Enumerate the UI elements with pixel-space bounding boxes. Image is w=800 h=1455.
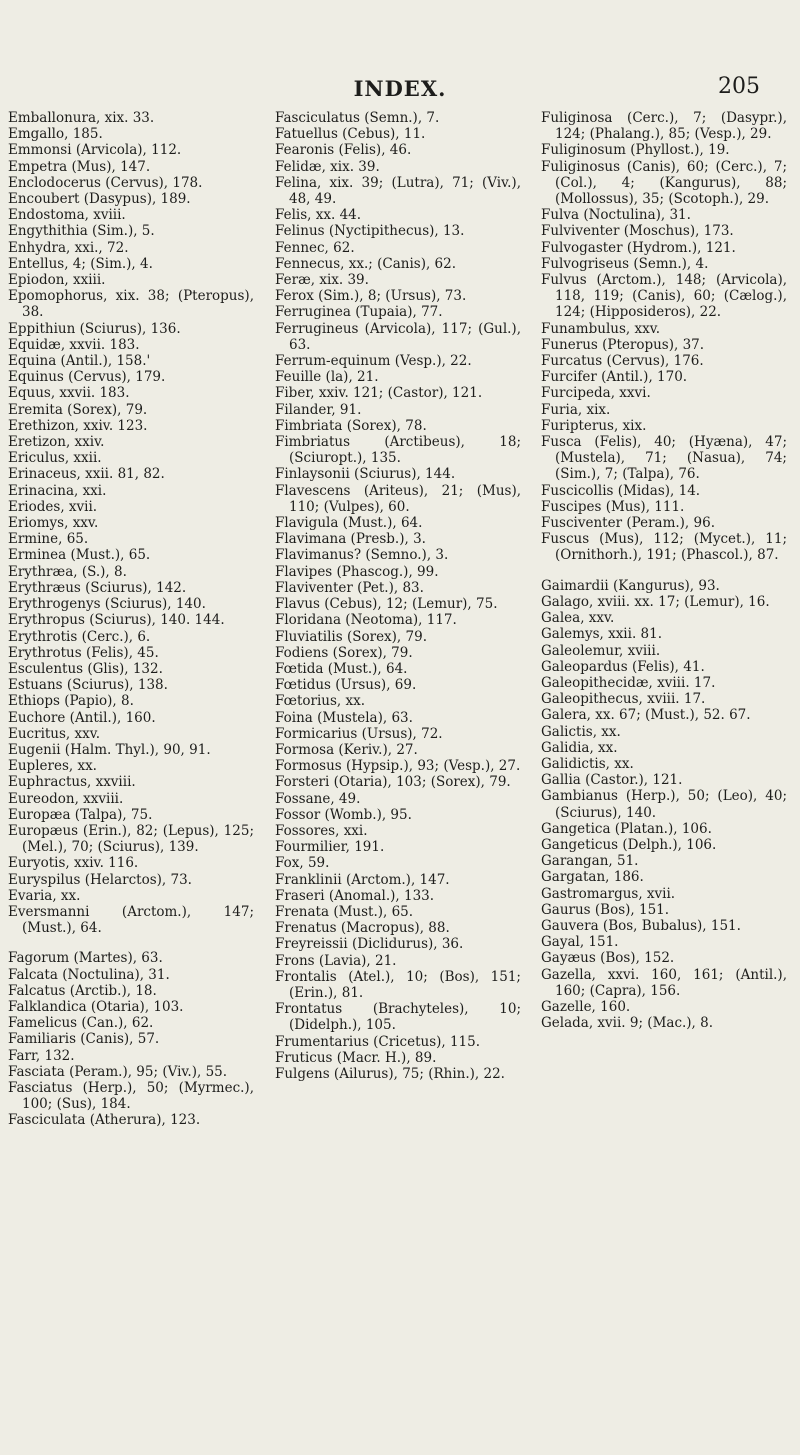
index-entry: Falcata (Noctulina), 31. bbox=[8, 966, 170, 983]
index-entry: Eremita (Sorex), 79. bbox=[8, 401, 148, 418]
index-entry: Feuille (la), 21. bbox=[275, 369, 379, 386]
index-entry: Finlaysonii (Sciurus), 144. bbox=[275, 466, 456, 483]
index-entry: Fulvogriseus (Semn.), 4. bbox=[541, 255, 709, 272]
index-entry: Erminea (Must.), 65. bbox=[8, 547, 151, 564]
index-entry: Fœtida (Must.), 64. bbox=[275, 660, 408, 677]
index-entry: Gaimardii (Kangurus), 93. bbox=[541, 577, 720, 594]
index-entry: Eugenii (Halm. Thyl.), 90, 91. bbox=[8, 741, 211, 758]
index-entry: Fasciculatus (Semn.), 7. bbox=[275, 110, 440, 126]
index-entry: Emgallo, 185. bbox=[8, 126, 103, 143]
index-entry: Erethizon, xxiv. 123. bbox=[8, 417, 148, 434]
index-entry: Fossores, xxi. bbox=[275, 822, 368, 839]
index-entry: Erinacina, xxi. bbox=[8, 482, 107, 499]
index-entry: Equinus (Cervus), 179. bbox=[8, 369, 166, 386]
index-entry: Fimbriatus (Arctibeus), 18; (Sciuropt.), 135. bbox=[275, 434, 521, 467]
index-entry: Fimbriata (Sorex), 78. bbox=[275, 417, 427, 434]
index-entry: Equus, xxvii. 183. bbox=[8, 385, 130, 402]
index-entry: Equina (Antil.), 158.' bbox=[8, 353, 151, 370]
index-entry: Eversmanni (Arctom.), 147; (Must.), 64. bbox=[8, 903, 254, 937]
index-entry: Gangeticus (Delph.), 106. bbox=[541, 836, 717, 853]
index-entry: Fox, 59. bbox=[275, 855, 330, 872]
index-entry: Felis, xx. 44. bbox=[275, 207, 362, 224]
index-entry: Fasciatus (Herp.), 50; (Myrmec.), 100; (Sus), 184. bbox=[8, 1079, 254, 1113]
index-entry: Fulgens (Ailurus), 75; (Rhin.), 22. bbox=[275, 1065, 505, 1082]
index-entry: Falcatus (Arctib.), 18. bbox=[8, 982, 157, 999]
index-entry: Famelicus (Can.), 62. bbox=[8, 1015, 154, 1032]
index-entry: Gauvera (Bos, Bubalus), 151. bbox=[541, 917, 741, 934]
index-entry: Furipterus, xix. bbox=[541, 417, 647, 434]
page-number: 205 bbox=[718, 74, 760, 99]
index-entry: Emmonsi (Arvicola), 112. bbox=[8, 142, 182, 159]
index-entry: Fusciventer (Peram.), 96. bbox=[541, 515, 715, 532]
index-entry: Erythræa, (S.), 8. bbox=[8, 563, 127, 580]
index-entry: Feræ, xix. 39. bbox=[275, 272, 369, 289]
index-entry: Galera, xx. 67; (Must.), 52. 67. bbox=[541, 707, 751, 724]
index-entry: Euphractus, xxviii. bbox=[8, 774, 136, 791]
index-entry: Erythropus (Sciurus), 140. 144. bbox=[8, 612, 225, 629]
index-entry: Gambianus (Herp.), 50; (Leo), 40; (Sciurus), 140. bbox=[541, 788, 787, 821]
index-entry: Galeopithecus, xviii. 17. bbox=[541, 691, 706, 708]
index-entry: Flavescens (Ariteus), 21; (Mus), 110; (Vulpes), 60. bbox=[275, 482, 521, 515]
index-entry: Epomophorus, xix. 38; (Pteropus), 38. bbox=[8, 288, 254, 321]
index-entry: Europæus (Erin.), 82; (Lepus), 125; (Mel.), 70; (Sciurus), 139. bbox=[8, 822, 254, 856]
index-entry: Flavimana (Presb.), 3. bbox=[275, 531, 426, 548]
index-entry: Freyreissii (Diclidurus), 36. bbox=[275, 936, 464, 953]
index-entry: Erythræus (Sciurus), 142. bbox=[8, 579, 187, 596]
index-entry: Engythithia (Sim.), 5. bbox=[8, 223, 155, 240]
index-entry: Fluviatilis (Sorex), 79. bbox=[275, 628, 427, 645]
index-entry: Gastromargus, xvii. bbox=[541, 885, 676, 902]
index-entry: Flaviventer (Pet.), 83. bbox=[275, 579, 424, 596]
index-entry: Endostoma, xviii. bbox=[8, 207, 126, 224]
index-entry: Galemys, xxii. 81. bbox=[541, 626, 662, 643]
index-entry: Ferrum-equinum (Vesp.), 22. bbox=[275, 353, 472, 370]
index-entry: Erythrotus (Felis), 45. bbox=[8, 644, 159, 661]
index-entry: Flavus (Cebus), 12; (Lemur), 75. bbox=[275, 596, 498, 613]
index-entry: Eriodes, xvii. bbox=[8, 498, 98, 515]
index-entry: Entellus, 4; (Sim.), 4. bbox=[8, 255, 153, 272]
index-entry: Enclodocerus (Cervus), 178. bbox=[8, 174, 203, 191]
index-entry: Eucritus, xxv. bbox=[8, 725, 101, 742]
index-entry: Gaurus (Bos), 151. bbox=[541, 901, 670, 918]
index-entry: Ericulus, xxii. bbox=[8, 450, 102, 467]
index-entry: Erythrogenys (Sciurus), 140. bbox=[8, 596, 206, 613]
index-entry: Fulva (Noctulina), 31. bbox=[541, 207, 691, 224]
index-entry: Frenata (Must.), 65. bbox=[275, 903, 414, 920]
index-entry: Encoubert (Dasypus), 189. bbox=[8, 191, 191, 208]
index-entry: Euryspilus (Helarctos), 73. bbox=[8, 871, 192, 888]
index-entry: Fiber, xxiv. 121; (Castor), 121. bbox=[275, 385, 483, 402]
index-entry: Euchore (Antil.), 160. bbox=[8, 709, 156, 726]
index-entry: Fasciata (Peram.), 95; (Viv.), 55. bbox=[8, 1063, 228, 1080]
index-entry: Furcifer (Antil.), 170. bbox=[541, 369, 688, 386]
index-column-1 bbox=[8, 110, 254, 1129]
index-entry: Fagorum (Martes), 63. bbox=[8, 950, 163, 967]
index-entry: Fatuellus (Cebus), 11. bbox=[275, 126, 426, 143]
index-entry: Galeolemur, xviii. bbox=[541, 642, 661, 659]
index-entry: Frenatus (Macropus), 88. bbox=[275, 920, 450, 937]
index-entry: Gangetica (Platan.), 106. bbox=[541, 820, 712, 837]
index-entry: Ferox (Sim.), 8; (Ursus), 73. bbox=[275, 288, 467, 305]
index-entry: Formicarius (Ursus), 72. bbox=[275, 725, 443, 742]
index-entry: Fœtorius, xx. bbox=[275, 693, 366, 710]
running-title: INDEX. bbox=[353, 76, 447, 101]
index-entry: Flavigula (Must.), 64. bbox=[275, 515, 423, 532]
index-entry: Foina (Mustela), 63. bbox=[275, 709, 413, 726]
index-entry: Flavipes (Phascog.), 99. bbox=[275, 563, 439, 580]
section-gap bbox=[541, 564, 787, 578]
page-header bbox=[0, 0, 800, 110]
index-entry: Galeopardus (Felis), 41. bbox=[541, 658, 705, 675]
index-entry: Ferruginea (Tupaia), 77. bbox=[275, 304, 443, 321]
index-entry: Fennec, 62. bbox=[275, 239, 355, 256]
index-entry: Galidia, xx. bbox=[541, 739, 618, 756]
index-entry: Floridana (Neotoma), 117. bbox=[275, 612, 457, 629]
index-entry: Frumentarius (Cricetus), 115. bbox=[275, 1033, 481, 1050]
index-entry: Formosus (Hypsip.), 93; (Vesp.), 27. bbox=[275, 758, 521, 775]
index-entry: Epiodon, xxiii. bbox=[8, 272, 106, 289]
index-entry: Galidictis, xx. bbox=[541, 755, 634, 772]
index-entry: Fuliginosus (Canis), 60; (Cerc.), 7; (Col.), 4; (Kangurus), 88; (Mollossus), 35; (Scotoph.), 29. bbox=[541, 158, 787, 208]
index-entry: Funerus (Pteropus), 37. bbox=[541, 336, 705, 353]
index-entry: Enhydra, xxi., 72. bbox=[8, 239, 129, 256]
index-entry: Flavimanus? (Semno.), 3. bbox=[275, 547, 449, 564]
index-entry: Felinus (Nyctipithecus), 13. bbox=[275, 223, 465, 240]
index-entry: Erinaceus, xxii. 81, 82. bbox=[8, 466, 165, 483]
index-entry: Funambulus, xxv. bbox=[541, 320, 661, 337]
index-entry: Farr, 132. bbox=[8, 1047, 75, 1064]
index-entry: Fulvogaster (Hydrom.), 121. bbox=[541, 239, 736, 256]
index-entry: Eriomys, xxv. bbox=[8, 515, 99, 532]
index-entry: Familiaris (Canis), 57. bbox=[8, 1031, 160, 1048]
index-entry: Fearonis (Felis), 46. bbox=[275, 142, 412, 159]
index-entry: Furcipeda, xxvi. bbox=[541, 385, 651, 402]
index-entry: Eppithiun (Sciurus), 136. bbox=[8, 320, 181, 337]
index-entry: Fossane, 49. bbox=[275, 790, 361, 807]
index-entry: Eupleres, xx. bbox=[8, 758, 97, 775]
index-entry: Fraseri (Anomal.), 133. bbox=[275, 887, 435, 904]
index-columns bbox=[0, 110, 800, 1430]
section-gap bbox=[8, 936, 254, 950]
index-entry: Eureodon, xxviii. bbox=[8, 790, 124, 807]
index-column-3 bbox=[541, 110, 787, 1031]
index-entry: Galea, xxv. bbox=[541, 610, 615, 627]
index-entry: Fulviventer (Moschus), 173. bbox=[541, 223, 734, 240]
index-entry: Filander, 91. bbox=[275, 401, 362, 418]
index-entry: Erythrotis (Cerc.), 6. bbox=[8, 628, 151, 645]
index-entry: Galictis, xx. bbox=[541, 723, 621, 740]
index-entry: Furia, xix. bbox=[541, 401, 611, 418]
index-entry: Fuliginosum (Phyllost.), 19. bbox=[541, 142, 730, 159]
index-entry: Fossor (Womb.), 95. bbox=[275, 806, 412, 823]
index-entry: Fuscicollis (Midas), 14. bbox=[541, 482, 701, 499]
index-entry: Fasciculata (Atherura), 123. bbox=[8, 1112, 201, 1129]
index-entry: Galago, xviii. xx. 17; (Lemur), 16. bbox=[541, 593, 770, 610]
index-entry: Fruticus (Macr. H.), 89. bbox=[275, 1049, 437, 1066]
index-entry: Fuscus (Mus), 112; (Mycet.), 11; (Ornithorh.), 191; (Phascol.), 87. bbox=[541, 531, 787, 564]
index-entry: Euryotis, xxiv. 116. bbox=[8, 855, 139, 872]
index-entry: Furcatus (Cervus), 176. bbox=[541, 353, 704, 370]
index-entry: Ferrugineus (Arvicola), 117; (Gul.), 63. bbox=[275, 320, 521, 353]
index-entry: Ermine, 65. bbox=[8, 531, 89, 548]
index-entry: Fusca (Felis), 40; (Hyæna), 47; (Mustela), 71; (Nasua), 74; (Sim.), 7; (Talpa), 76. bbox=[541, 434, 787, 483]
index-entry: Frontatus (Brachyteles), 10; (Didelph.), 105. bbox=[275, 1001, 521, 1034]
index-entry: Frontalis (Atel.), 10; (Bos), 151; (Erin.), 81. bbox=[275, 968, 521, 1001]
index-entry: Esculentus (Glis), 132. bbox=[8, 660, 163, 677]
index-entry: Gelada, xvii. 9; (Mac.), 8. bbox=[541, 1015, 714, 1032]
index-entry: Gargatan, 186. bbox=[541, 869, 644, 886]
index-entry: Ethiops (Papio), 8. bbox=[8, 693, 134, 710]
index-entry: Gallia (Castor.), 121. bbox=[541, 772, 683, 789]
index-entry: Empetra (Mus), 147. bbox=[8, 158, 151, 175]
index-entry: Garangan, 51. bbox=[541, 853, 639, 870]
index-entry: Fulvus (Arctom.), 148; (Arvicola), 118, 119; (Canis), 60; (Cælog.), 124; (Hipposideros), 22. bbox=[541, 272, 787, 321]
index-entry: Fennecus, xx.; (Canis), 62. bbox=[275, 255, 457, 272]
index-entry: Felidæ, xix. 39. bbox=[275, 158, 380, 175]
index-entry: Eretizon, xxiv. bbox=[8, 434, 105, 451]
index-entry: Fœtidus (Ursus), 69. bbox=[275, 677, 417, 694]
index-entry: Europæa (Talpa), 75. bbox=[8, 806, 153, 823]
index-entry: Equidæ, xxvii. 183. bbox=[8, 336, 140, 353]
index-entry: Frons (Lavia), 21. bbox=[275, 952, 397, 969]
index-entry: Gayal, 151. bbox=[541, 934, 619, 951]
index-entry: Gayæus (Bos), 152. bbox=[541, 950, 675, 967]
index-entry: Estuans (Sciurus), 138. bbox=[8, 677, 168, 694]
index-entry: Forsteri (Otaria), 103; (Sorex), 79. bbox=[275, 774, 511, 791]
index-entry: Galeopithecidæ, xviii. 17. bbox=[541, 674, 716, 691]
index-entry: Felina, xix. 39; (Lutra), 71; (Viv.), 48, 49. bbox=[275, 174, 521, 208]
index-entry: Gazella, xxvi. 160, 161; (Antil.), 160; (Capra), 156. bbox=[541, 966, 787, 999]
index-entry: Emballonura, xix. 33. bbox=[8, 110, 155, 126]
index-entry: Fodiens (Sorex), 79. bbox=[275, 644, 413, 661]
index-entry: Gazelle, 160. bbox=[541, 998, 631, 1015]
index-entry: Fourmilier, 191. bbox=[275, 839, 385, 856]
index-entry: Falklandica (Otaria), 103. bbox=[8, 998, 184, 1015]
index-entry: Franklinii (Arctom.), 147. bbox=[275, 871, 450, 888]
index-entry: Fuliginosa (Cerc.), 7; (Dasypr.), 124; (Phalang.), 85; (Vesp.), 29. bbox=[541, 110, 787, 143]
index-column-2 bbox=[275, 110, 521, 1082]
index-entry: Formosa (Keriv.), 27. bbox=[275, 741, 418, 758]
index-entry: Evaria, xx. bbox=[8, 887, 81, 904]
index-entry: Fuscipes (Mus), 111. bbox=[541, 498, 685, 515]
